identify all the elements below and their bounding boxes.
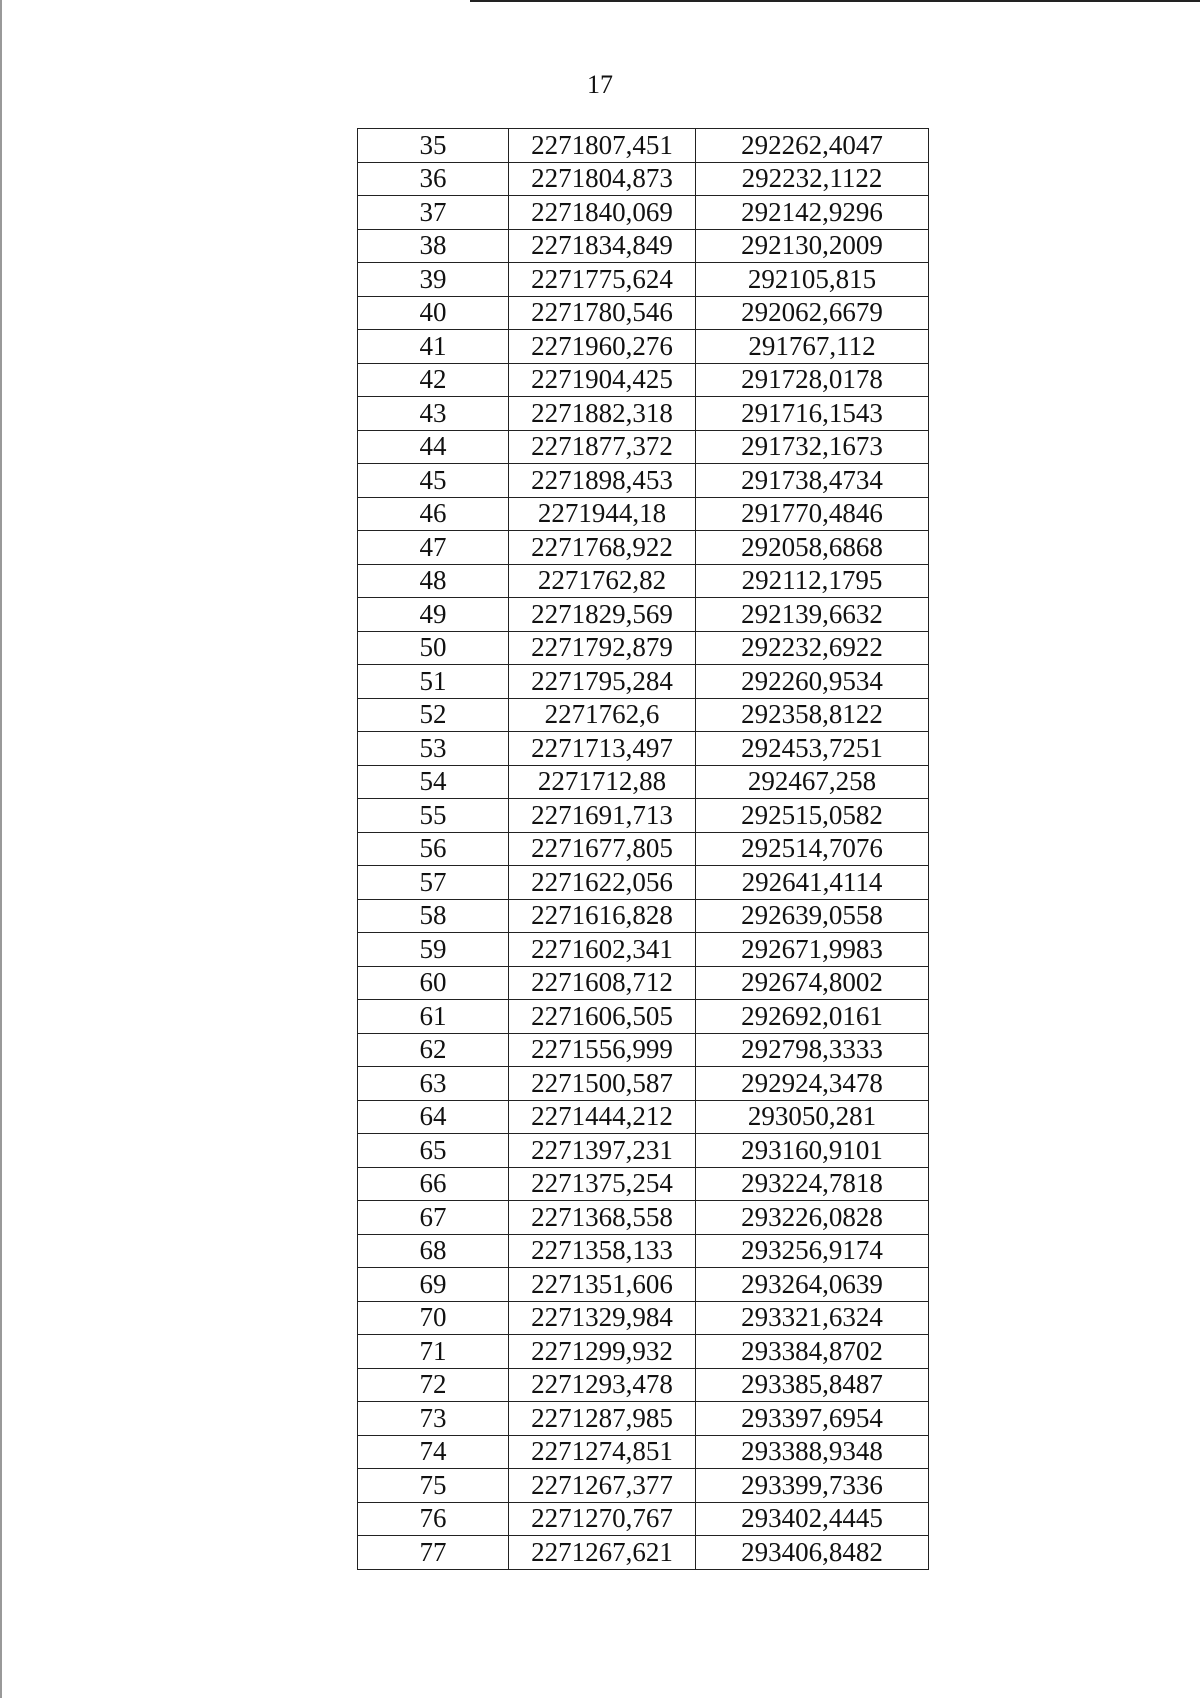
table-row — [358, 263, 929, 297]
point-number-cell: 74 — [358, 1435, 509, 1469]
table-row — [358, 1201, 929, 1235]
y-coordinate-cell: 292671,9983 — [696, 933, 929, 967]
y-coordinate-cell: 291732,1673 — [696, 430, 929, 464]
x-coordinate-cell: 2271606,505 — [509, 1000, 696, 1034]
table-row — [358, 832, 929, 866]
point-number-cell: 35 — [358, 129, 509, 163]
y-coordinate-cell: 292058,6868 — [696, 531, 929, 565]
x-coordinate-cell: 2271368,558 — [509, 1201, 696, 1235]
y-coordinate-cell: 293397,6954 — [696, 1402, 929, 1436]
x-coordinate-cell: 2271358,133 — [509, 1234, 696, 1268]
x-coordinate-cell: 2271780,546 — [509, 296, 696, 330]
scan-edge-left — [0, 0, 2, 1698]
y-coordinate-cell: 292692,0161 — [696, 1000, 929, 1034]
table-row — [358, 1536, 929, 1570]
table-row — [358, 1000, 929, 1034]
point-number-cell: 65 — [358, 1134, 509, 1168]
x-coordinate-cell: 2271804,873 — [509, 162, 696, 196]
point-number-cell: 51 — [358, 665, 509, 699]
y-coordinate-cell: 292062,6679 — [696, 296, 929, 330]
x-coordinate-cell: 2271351,606 — [509, 1268, 696, 1302]
x-coordinate-cell: 2271267,621 — [509, 1536, 696, 1570]
table-row — [358, 698, 929, 732]
point-number-cell: 59 — [358, 933, 509, 967]
scan-edge-top — [470, 0, 1200, 2]
table-row — [358, 229, 929, 263]
x-coordinate-cell: 2271556,999 — [509, 1033, 696, 1067]
point-number-cell: 71 — [358, 1335, 509, 1369]
y-coordinate-cell: 293224,7818 — [696, 1167, 929, 1201]
x-coordinate-cell: 2271882,318 — [509, 397, 696, 431]
y-coordinate-cell: 293388,9348 — [696, 1435, 929, 1469]
table-row — [358, 363, 929, 397]
x-coordinate-cell: 2271444,212 — [509, 1100, 696, 1134]
table-row — [358, 1067, 929, 1101]
table-row — [358, 933, 929, 967]
y-coordinate-cell: 292358,8122 — [696, 698, 929, 732]
y-coordinate-cell: 293226,0828 — [696, 1201, 929, 1235]
x-coordinate-cell: 2271762,6 — [509, 698, 696, 732]
table-row — [358, 162, 929, 196]
point-number-cell: 44 — [358, 430, 509, 464]
point-number-cell: 57 — [358, 866, 509, 900]
point-number-cell: 58 — [358, 899, 509, 933]
y-coordinate-cell: 291716,1543 — [696, 397, 929, 431]
x-coordinate-cell: 2271287,985 — [509, 1402, 696, 1436]
point-number-cell: 56 — [358, 832, 509, 866]
table-row — [358, 497, 929, 531]
x-coordinate-cell: 2271904,425 — [509, 363, 696, 397]
y-coordinate-cell: 291728,0178 — [696, 363, 929, 397]
point-number-cell: 39 — [358, 263, 509, 297]
y-coordinate-cell: 293160,9101 — [696, 1134, 929, 1168]
page-number: 17 — [587, 70, 613, 99]
x-coordinate-cell: 2271877,372 — [509, 430, 696, 464]
table-row — [358, 430, 929, 464]
table-row — [358, 1134, 929, 1168]
x-coordinate-cell: 2271375,254 — [509, 1167, 696, 1201]
x-coordinate-cell: 2271267,377 — [509, 1469, 696, 1503]
coordinates-table — [357, 128, 929, 1570]
point-number-cell: 50 — [358, 631, 509, 665]
point-number-cell: 48 — [358, 564, 509, 598]
point-number-cell: 38 — [358, 229, 509, 263]
x-coordinate-cell: 2271622,056 — [509, 866, 696, 900]
x-coordinate-cell: 2271602,341 — [509, 933, 696, 967]
point-number-cell: 72 — [358, 1368, 509, 1402]
point-number-cell: 55 — [358, 799, 509, 833]
point-number-cell: 68 — [358, 1234, 509, 1268]
x-coordinate-cell: 2271792,879 — [509, 631, 696, 665]
x-coordinate-cell: 2271677,805 — [509, 832, 696, 866]
y-coordinate-cell: 292139,6632 — [696, 598, 929, 632]
y-coordinate-cell: 293050,281 — [696, 1100, 929, 1134]
point-number-cell: 73 — [358, 1402, 509, 1436]
y-coordinate-cell: 292260,9534 — [696, 665, 929, 699]
x-coordinate-cell: 2271712,88 — [509, 765, 696, 799]
x-coordinate-cell: 2271829,569 — [509, 598, 696, 632]
x-coordinate-cell: 2271944,18 — [509, 497, 696, 531]
point-number-cell: 60 — [358, 966, 509, 1000]
point-number-cell: 61 — [358, 1000, 509, 1034]
y-coordinate-cell: 292514,7076 — [696, 832, 929, 866]
x-coordinate-cell: 2271898,453 — [509, 464, 696, 498]
x-coordinate-cell: 2271775,624 — [509, 263, 696, 297]
table-row — [358, 1033, 929, 1067]
table-row — [358, 799, 929, 833]
y-coordinate-cell: 292112,1795 — [696, 564, 929, 598]
y-coordinate-cell: 292105,815 — [696, 263, 929, 297]
point-number-cell: 49 — [358, 598, 509, 632]
table-row — [358, 631, 929, 665]
y-coordinate-cell: 292232,1122 — [696, 162, 929, 196]
table-row — [358, 296, 929, 330]
table-row — [358, 1268, 929, 1302]
point-number-cell: 36 — [358, 162, 509, 196]
point-number-cell: 42 — [358, 363, 509, 397]
point-number-cell: 76 — [358, 1502, 509, 1536]
point-number-cell: 46 — [358, 497, 509, 531]
x-coordinate-cell: 2271834,849 — [509, 229, 696, 263]
table-row — [358, 966, 929, 1000]
x-coordinate-cell: 2271960,276 — [509, 330, 696, 364]
x-coordinate-cell: 2271329,984 — [509, 1301, 696, 1335]
table-row — [358, 1402, 929, 1436]
y-coordinate-cell: 293264,0639 — [696, 1268, 929, 1302]
point-number-cell: 54 — [358, 765, 509, 799]
x-coordinate-cell: 2271768,922 — [509, 531, 696, 565]
point-number-cell: 67 — [358, 1201, 509, 1235]
y-coordinate-cell: 292674,8002 — [696, 966, 929, 1000]
table-row — [358, 665, 929, 699]
y-coordinate-cell: 291767,112 — [696, 330, 929, 364]
y-coordinate-cell: 292142,9296 — [696, 196, 929, 230]
x-coordinate-cell: 2271299,932 — [509, 1335, 696, 1369]
point-number-cell: 75 — [358, 1469, 509, 1503]
x-coordinate-cell: 2271807,451 — [509, 129, 696, 163]
x-coordinate-cell: 2271270,767 — [509, 1502, 696, 1536]
point-number-cell: 77 — [358, 1536, 509, 1570]
point-number-cell: 63 — [358, 1067, 509, 1101]
y-coordinate-cell: 292798,3333 — [696, 1033, 929, 1067]
point-number-cell: 62 — [358, 1033, 509, 1067]
y-coordinate-cell: 292467,258 — [696, 765, 929, 799]
table-row — [358, 464, 929, 498]
y-coordinate-cell: 292515,0582 — [696, 799, 929, 833]
x-coordinate-cell: 2271397,231 — [509, 1134, 696, 1168]
x-coordinate-cell: 2271274,851 — [509, 1435, 696, 1469]
table-row — [358, 1435, 929, 1469]
y-coordinate-cell: 293402,4445 — [696, 1502, 929, 1536]
point-number-cell: 69 — [358, 1268, 509, 1302]
y-coordinate-cell: 292262,4047 — [696, 129, 929, 163]
point-number-cell: 45 — [358, 464, 509, 498]
point-number-cell: 53 — [358, 732, 509, 766]
table-row — [358, 866, 929, 900]
y-coordinate-cell: 292130,2009 — [696, 229, 929, 263]
x-coordinate-cell: 2271795,284 — [509, 665, 696, 699]
y-coordinate-cell: 292453,7251 — [696, 732, 929, 766]
x-coordinate-cell: 2271293,478 — [509, 1368, 696, 1402]
point-number-cell: 37 — [358, 196, 509, 230]
y-coordinate-cell: 293384,8702 — [696, 1335, 929, 1369]
table-row — [358, 564, 929, 598]
point-number-cell: 43 — [358, 397, 509, 431]
point-number-cell: 70 — [358, 1301, 509, 1335]
y-coordinate-cell: 291738,4734 — [696, 464, 929, 498]
y-coordinate-cell: 293321,6324 — [696, 1301, 929, 1335]
table-row — [358, 196, 929, 230]
x-coordinate-cell: 2271762,82 — [509, 564, 696, 598]
table-row — [358, 598, 929, 632]
x-coordinate-cell: 2271616,828 — [509, 899, 696, 933]
x-coordinate-cell: 2271608,712 — [509, 966, 696, 1000]
table-row — [358, 1368, 929, 1402]
point-number-cell: 64 — [358, 1100, 509, 1134]
table-row — [358, 1335, 929, 1369]
table-row — [358, 1301, 929, 1335]
y-coordinate-cell: 293256,9174 — [696, 1234, 929, 1268]
x-coordinate-cell: 2271713,497 — [509, 732, 696, 766]
point-number-cell: 41 — [358, 330, 509, 364]
y-coordinate-cell: 292232,6922 — [696, 631, 929, 665]
table-row — [358, 1234, 929, 1268]
x-coordinate-cell: 2271500,587 — [509, 1067, 696, 1101]
point-number-cell: 66 — [358, 1167, 509, 1201]
y-coordinate-cell: 293399,7336 — [696, 1469, 929, 1503]
y-coordinate-cell: 291770,4846 — [696, 497, 929, 531]
table-row — [358, 397, 929, 431]
point-number-cell: 40 — [358, 296, 509, 330]
point-number-cell: 47 — [358, 531, 509, 565]
coordinates-table-body — [358, 129, 929, 1570]
table-row — [358, 1100, 929, 1134]
table-row — [358, 531, 929, 565]
x-coordinate-cell: 2271691,713 — [509, 799, 696, 833]
table-row — [358, 1502, 929, 1536]
table-row — [358, 1167, 929, 1201]
table-row — [358, 899, 929, 933]
point-number-cell: 52 — [358, 698, 509, 732]
table-row — [358, 1469, 929, 1503]
table-row — [358, 330, 929, 364]
x-coordinate-cell: 2271840,069 — [509, 196, 696, 230]
table-row — [358, 765, 929, 799]
y-coordinate-cell: 292639,0558 — [696, 899, 929, 933]
table-row — [358, 732, 929, 766]
y-coordinate-cell: 292924,3478 — [696, 1067, 929, 1101]
y-coordinate-cell: 293406,8482 — [696, 1536, 929, 1570]
y-coordinate-cell: 293385,8487 — [696, 1368, 929, 1402]
table-row — [358, 129, 929, 163]
y-coordinate-cell: 292641,4114 — [696, 866, 929, 900]
